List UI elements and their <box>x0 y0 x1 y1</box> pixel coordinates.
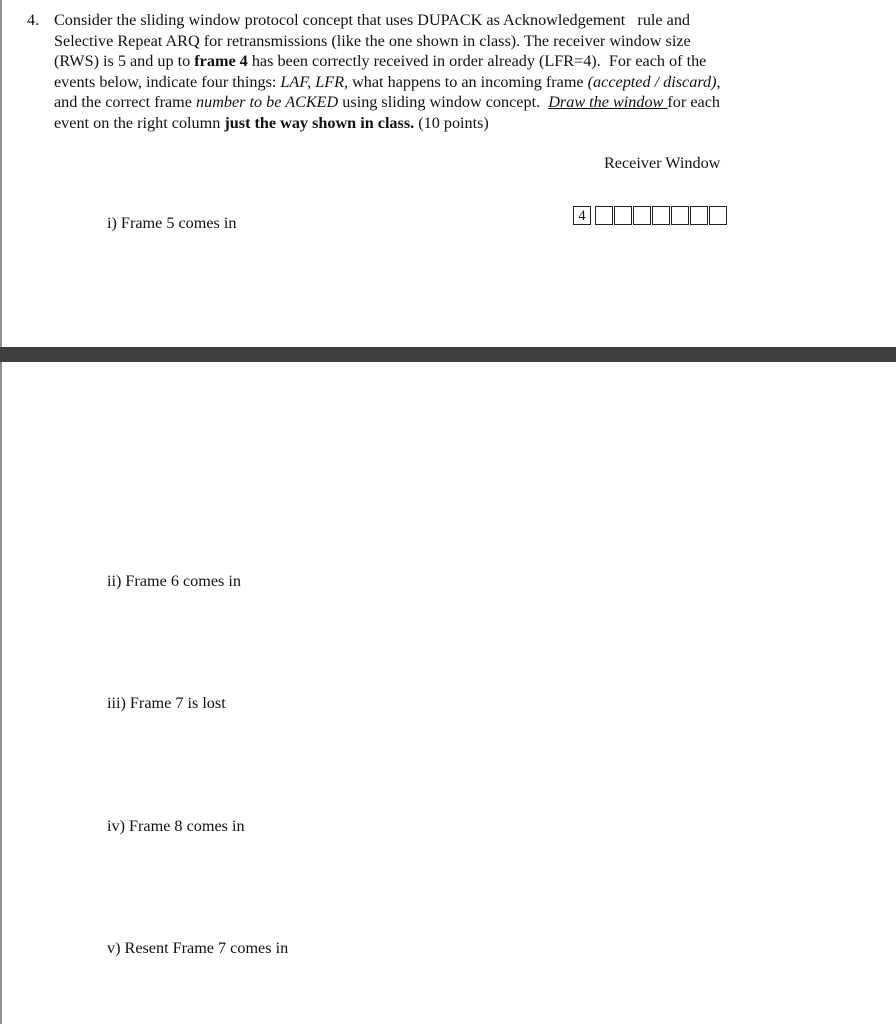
question-line-3 <box>54 51 827 72</box>
receiver-window-diagram <box>573 206 728 225</box>
laf-lfr-emphasis: LAF, LFR, <box>280 72 349 91</box>
number-to-be-acked-emphasis: number to be ACKED <box>196 93 339 112</box>
just-the-way-emphasis: just the way shown in class. <box>224 113 415 132</box>
question-text <box>54 10 827 134</box>
question-line-1 <box>54 10 827 31</box>
window-cell-empty <box>595 206 613 225</box>
window-cell-empty <box>690 206 708 225</box>
question-line-5-b: using sliding window concept. <box>338 93 549 112</box>
page-divider <box>0 347 896 362</box>
receiver-window-heading: Receiver Window <box>604 154 721 172</box>
event-4: iv) Frame 8 comes in <box>107 817 245 835</box>
question-line-4-c: , <box>716 72 721 91</box>
question-line-6-a: event on the right column <box>54 113 225 132</box>
window-cell-empty <box>671 206 689 225</box>
question-line-5-c: for each <box>667 93 720 112</box>
window-cell-first: 4 <box>573 206 591 225</box>
window-cell-empty <box>652 206 670 225</box>
event-5: v) Resent Frame 7 comes in <box>107 939 289 957</box>
window-cell-empty <box>633 206 651 225</box>
question-line-1-text: Consider the sliding window protocol concept that uses DUPACK as Acknowledgement rule and <box>54 11 691 29</box>
question-block <box>27 10 827 134</box>
event-1: i) Frame 5 comes in <box>107 214 237 232</box>
event-3: iii) Frame 7 is lost <box>107 694 226 712</box>
question-line-5-a: and the correct frame <box>54 93 197 112</box>
question-line-4-b: what happens to an incoming frame <box>348 72 588 91</box>
draw-the-window-emphasis: Draw the window <box>548 93 668 112</box>
question-line-2 <box>54 31 827 52</box>
frame-4-emphasis: frame 4 <box>194 52 248 71</box>
question-line-6-b: (10 points) <box>414 113 489 132</box>
question-line-6 <box>54 113 827 134</box>
question-line-2-text: Selective Repeat ARQ for retransmissions (like the one shown in class). The receiver window size <box>54 31 691 50</box>
page-left-border <box>0 0 2 1024</box>
window-cell-empty <box>709 206 727 225</box>
question-number: 4. <box>27 11 40 29</box>
question-line-4-a: events below, indicate four things: <box>54 72 281 91</box>
question-line-3-a: (RWS) is 5 and up to <box>54 52 195 71</box>
window-cell-empty <box>614 206 632 225</box>
accepted-discard-emphasis: (accepted / discard) <box>587 72 717 91</box>
question-line-4 <box>54 72 827 93</box>
question-line-3-b: has been correctly received in order already (LFR=4). For each of the <box>247 52 707 71</box>
event-2: ii) Frame 6 comes in <box>107 572 241 590</box>
question-line-5 <box>54 92 827 113</box>
